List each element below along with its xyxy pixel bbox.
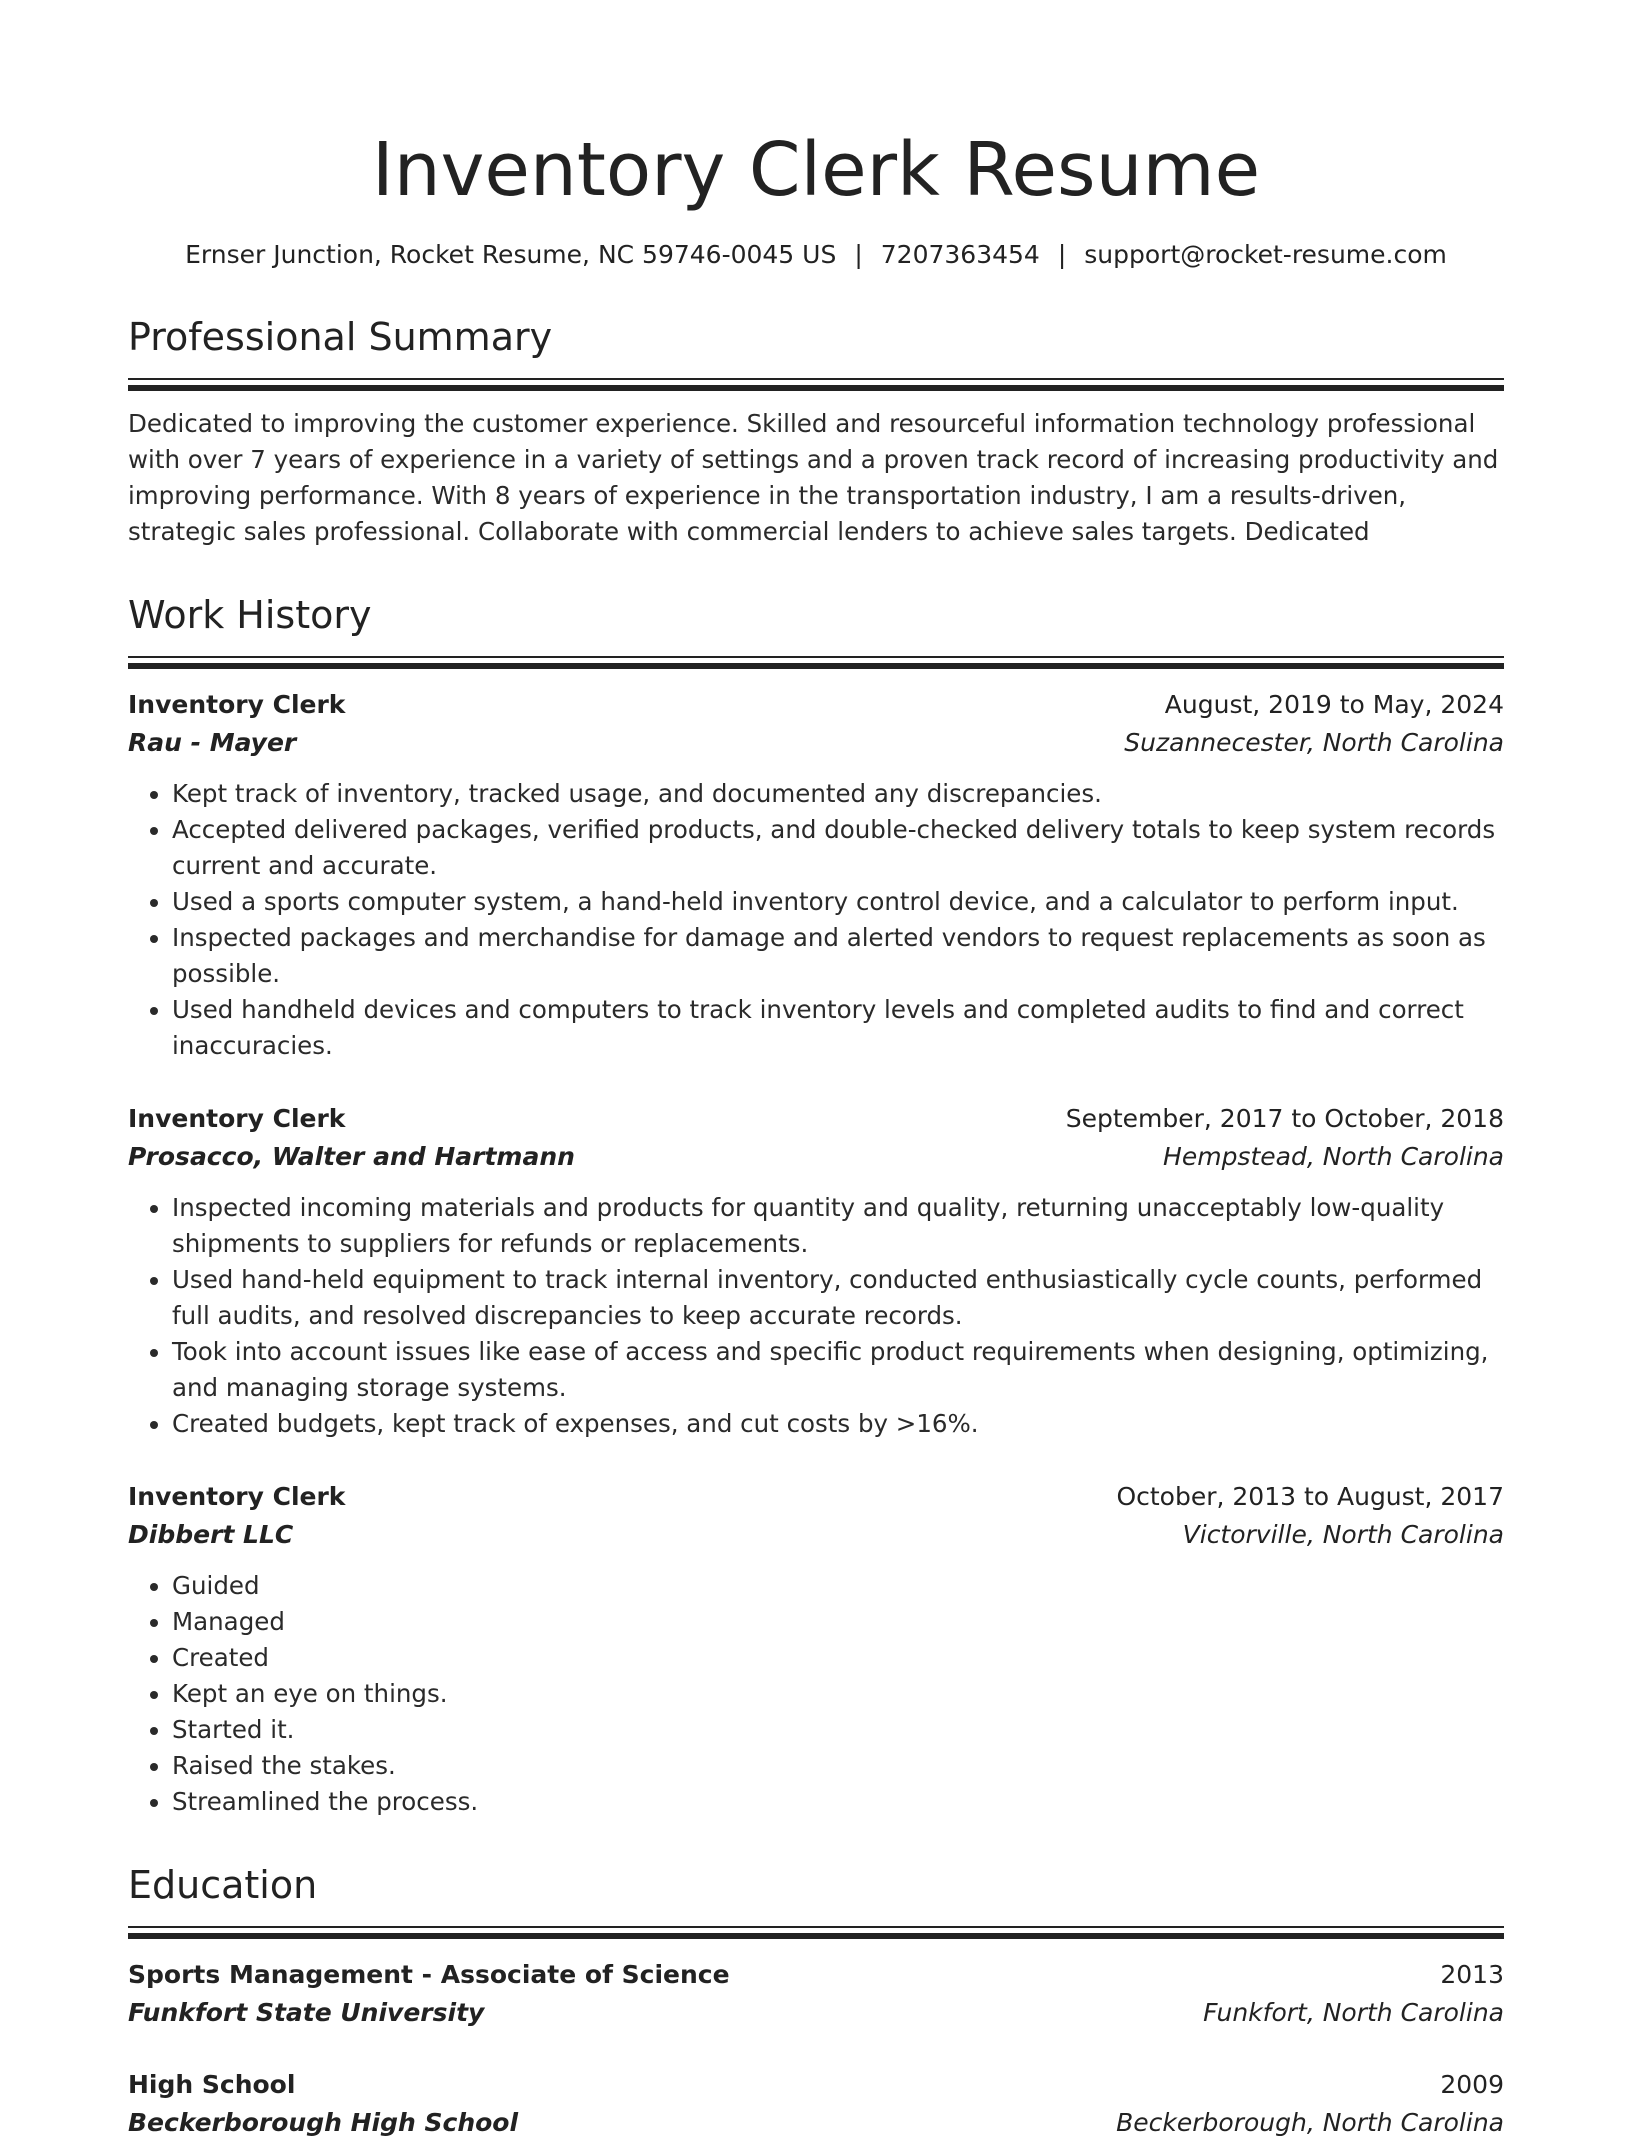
job-bullet: • Kept track of inventory, tracked usage, and documented any discrepancies. <box>172 776 1504 812</box>
contact-email: support@rocket-resume.com <box>1084 240 1447 269</box>
job-entry <box>128 1100 1504 1442</box>
education-year: 2013 <box>1440 1960 1504 1989</box>
job-bullet: • Raised the stakes. <box>172 1748 1504 1784</box>
section-divider <box>128 656 1504 670</box>
contact-line <box>128 238 1504 272</box>
resume-page <box>128 0 1504 2142</box>
job-company: Prosacco, Walter and Hartmann <box>128 1142 575 1171</box>
job-bullet-list <box>128 1190 1504 1442</box>
education-location: Funkfort, North Carolina <box>1203 1998 1504 2027</box>
education-school: Funkfort State University <box>128 1998 485 2027</box>
resume-title: Inventory Clerk Resume <box>371 127 1261 213</box>
job-bullet: • Inspected packages and merchandise for damage and alerted vendors to request replacements as soon as possible. <box>172 920 1504 992</box>
job-entry <box>128 1478 1504 1820</box>
job-bullet: • Managed <box>172 1604 1504 1640</box>
section-heading-summary: Professional Summary <box>128 315 553 359</box>
section-divider <box>128 1926 1504 1940</box>
job-dates: October, 2013 to August, 2017 <box>1116 1482 1504 1511</box>
job-title: Inventory Clerk <box>128 1104 346 1133</box>
job-location: Suzannecester, North Carolina <box>1124 728 1504 757</box>
education-degree: Sports Management - Associate of Science <box>128 1960 730 1989</box>
section-divider <box>128 378 1504 392</box>
job-dates: September, 2017 to October, 2018 <box>1065 1104 1504 1133</box>
section-heading-education: Education <box>128 1863 318 1907</box>
education-year: 2009 <box>1440 2070 1504 2099</box>
job-bullet: • Started it. <box>172 1712 1504 1748</box>
education-school: Beckerborough High School <box>128 2108 519 2137</box>
job-bullet: • Took into account issues like ease of access and specific product requirements when designing, optimizing, and managing storage systems. <box>172 1334 1504 1406</box>
job-title: Inventory Clerk <box>128 1482 346 1511</box>
job-company: Dibbert LLC <box>128 1520 294 1549</box>
job-bullet: • Guided <box>172 1568 1504 1604</box>
education-degree: High School <box>128 2070 296 2099</box>
job-bullet: • Kept an eye on things. <box>172 1676 1504 1712</box>
education-location: Beckerborough, North Carolina <box>1116 2108 1504 2137</box>
education-entry <box>128 2066 1504 2142</box>
contact-address: Ernser Junction, Rocket Resume, NC 59746-0045 US <box>185 240 837 269</box>
job-bullet: • Accepted delivered packages, verified products, and double-checked delivery totals to keep system records current and accurate. <box>172 812 1504 884</box>
job-bullet-list <box>128 1568 1504 1820</box>
job-company: Rau - Mayer <box>128 728 297 757</box>
job-bullet: • Used hand-held equipment to track internal inventory, conducted enthusiastically cycle counts, performed full audits, and resolved discrepancies to keep accurate records. <box>172 1262 1504 1334</box>
job-bullet: • Created budgets, kept track of expenses, and cut costs by >16%. <box>172 1406 1504 1442</box>
job-location: Victorville, North Carolina <box>1182 1520 1504 1549</box>
section-heading-work-history: Work History <box>128 593 372 637</box>
job-bullet: • Used handheld devices and computers to track inventory levels and completed audits to find and correct inaccuracies. <box>172 992 1504 1064</box>
contact-separator: | <box>854 240 863 269</box>
job-location: Hempstead, North Carolina <box>1163 1142 1504 1171</box>
education-entry <box>128 1956 1504 2032</box>
job-bullet: • Inspected incoming materials and products for quantity and quality, returning unacceptably low-quality shipments to suppliers for refunds or replacements. <box>172 1190 1504 1262</box>
job-entry <box>128 686 1504 1064</box>
job-dates: August, 2019 to May, 2024 <box>1164 690 1504 719</box>
summary-text: Dedicated to improving the customer experience. Skilled and resourceful information technology professional with over 7 years of experience in a variety of settings and a proven track record of increasing productivity and improving performance. With 8 years of experience in the transportation industry, I am a results-driven, strategic sales professional. Collaborate with commercial lenders to achieve sales targets. Dedicated <box>128 409 1499 546</box>
job-title: Inventory Clerk <box>128 690 346 719</box>
job-bullet: • Streamlined the process. <box>172 1784 1504 1820</box>
contact-separator: | <box>1057 240 1067 269</box>
job-bullet: • Created <box>172 1640 1504 1676</box>
job-bullet-list <box>128 776 1504 1064</box>
job-bullet: • Used a sports computer system, a hand-held inventory control device, and a calculator to perform input. <box>172 884 1504 920</box>
contact-phone: 7207363454 <box>880 240 1040 269</box>
